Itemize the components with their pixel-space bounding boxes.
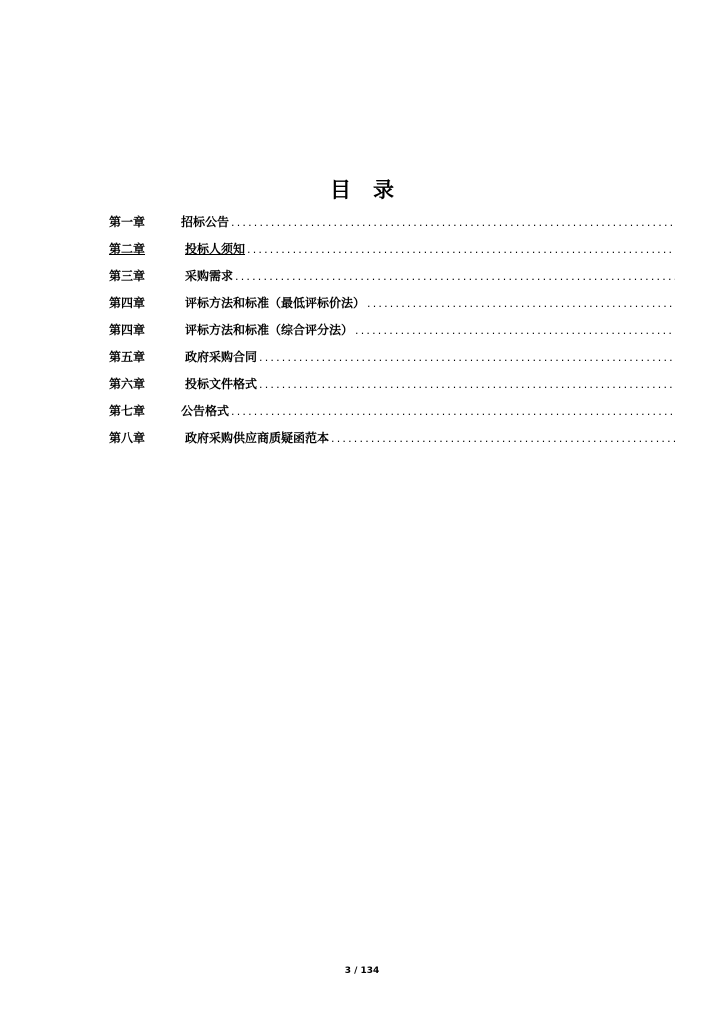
toc-entry-title: 采购需求 — [185, 269, 234, 283]
toc-title — [0, 175, 724, 205]
toc-entry-link[interactable] — [185, 375, 675, 392]
dot-leader — [355, 324, 675, 337]
toc-entry-link[interactable] — [185, 321, 675, 338]
toc-entry-link[interactable] — [185, 240, 675, 257]
toc-row — [109, 343, 675, 370]
dot-leader — [231, 405, 675, 418]
dot-leader — [247, 243, 675, 256]
toc-row — [109, 235, 675, 262]
toc-chapter-label: 第六章 — [109, 377, 146, 391]
toc-title-char-2: 录 — [373, 178, 394, 202]
table-of-contents — [109, 208, 675, 451]
toc-chapter-label: 第五章 — [109, 350, 146, 364]
dot-leader — [331, 432, 675, 445]
dot-leader — [259, 378, 675, 391]
toc-entry-title: 评标方法和标准（综合评分法） — [185, 323, 354, 337]
dot-leader — [231, 216, 675, 229]
toc-row — [109, 370, 675, 397]
toc-row — [109, 262, 675, 289]
toc-row — [109, 397, 675, 424]
dot-leader — [235, 270, 675, 283]
dot-leader — [367, 297, 675, 310]
toc-chapter-label: 第八章 — [109, 431, 146, 445]
toc-row — [109, 316, 675, 343]
toc-entry-link[interactable] — [181, 402, 675, 419]
toc-chapter-label: 第一章 — [109, 215, 146, 229]
toc-chapter-label: 第二章 — [109, 242, 146, 256]
toc-row — [109, 208, 675, 235]
toc-entry-title: 评标方法和标准（最低评标价法） — [185, 296, 366, 310]
toc-chapter-label: 第四章 — [109, 296, 146, 310]
toc-entry-title: 招标公告 — [181, 215, 230, 229]
toc-entry-title: 公告格式 — [181, 404, 230, 418]
toc-chapter-label: 第七章 — [109, 404, 146, 418]
toc-entry-title: 投标文件格式 — [185, 377, 258, 391]
toc-chapter-label: 第三章 — [109, 269, 146, 283]
toc-entry-title: 政府采购合同 — [185, 350, 258, 364]
toc-entry-title: 投标人须知 — [185, 242, 246, 256]
toc-chapter-label: 第四章 — [109, 323, 146, 337]
toc-entry-link[interactable] — [185, 294, 675, 311]
toc-entry-link[interactable] — [181, 213, 675, 230]
dot-leader — [259, 351, 675, 364]
toc-entry-title: 政府采购供应商质疑函范本 — [185, 431, 330, 445]
toc-entry-link[interactable] — [185, 267, 675, 284]
toc-entry-link[interactable] — [185, 429, 675, 446]
toc-row — [109, 424, 675, 451]
toc-entry-link[interactable] — [185, 348, 675, 365]
toc-row — [109, 289, 675, 316]
toc-title-char-1: 目 — [330, 178, 351, 202]
page-number: 3 / 134 — [344, 966, 380, 976]
